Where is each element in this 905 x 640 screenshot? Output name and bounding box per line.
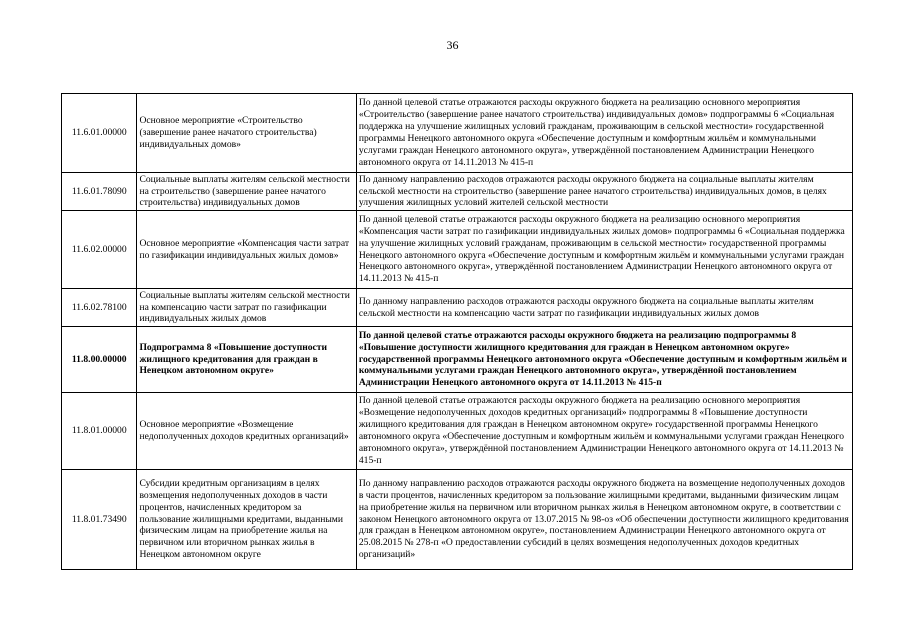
code-cell: 11.8.00.00000 [62,327,137,393]
table-row [62,393,853,470]
name-cell: Социальные выплаты жителям сельской местности на строительство (завершение ранее начатого строительства) индивидуальных домов [137,173,356,211]
description-cell: По данному направлению расходов отражаются расходы окружного бюджета на социальные выплаты жителям сельской местности на строительство (завершение ранее начатого строительства) индивидуальных домов, в целях улучшения жилищных условий жителей сельской местности [356,173,852,211]
table-row [62,211,853,289]
table-row [62,470,853,570]
description-cell: По данной целевой статье отражаются расходы окружного бюджета на реализацию основного мероприятия «Возмещение недополученных доходов кредитных организаций» подпрограммы 8 «Повышение доступности жилищного кредитования для граждан в Ненецком автономном округе» государственной программы Ненецкого автономного округа «Обеспечение доступным и комфортным жильём и коммунальными услугами граждан Ненецкого автономного округа», утверждённой постановлением Администрации Ненецкого автономного округа от 14.11.2013 № 415-п [356,393,852,470]
description-cell: По данному направлению расходов отражаются расходы окружного бюджета на возмещение недополученных доходов в части процентов, начисленных кредитором за пользование жилищными кредитами, выданными физическим лицам на приобретение жилья на первичном или вторичном рынках жилья в Ненецком автономном округе, в соответствии с законом Ненецкого автономного округа от 13.07.2015 № 98-оз «Об обеспечении доступности жилищного кредитования для граждан в Ненецком автономном округе», постановлением Администрации Ненецкого автономного округа от 25.08.2015 № 278-п «О предоставлении субсидий в целях возмещения недополученных доходов кредитных организаций» [356,470,852,570]
code-cell: 11.6.02.78100 [62,289,137,327]
code-cell: 11.6.01.00000 [62,94,137,173]
name-cell: Субсидии кредитным организациям в целях возмещения недополученных доходов в части процентов, начисленных кредитором за пользование жилищными кредитами, выданными физическим лицам на приобретение жилья на первичном или вторичном рынках жилья в Ненецком автономном округе [137,470,356,570]
code-cell: 11.6.01.78090 [62,173,137,211]
description-cell: По данному направлению расходов отражаются расходы окружного бюджета на социальные выплаты жителям сельской местности на компенсацию части затрат по газификации индивидуальных жилых домов [356,289,852,327]
description-cell: По данной целевой статье отражаются расходы окружного бюджета на реализацию подпрограммы 8 «Повышение доступности жилищного кредитования для граждан в Ненецком автономном округе» государственной программы Ненецкого автономного округа «Обеспечение доступным и комфортным жильём и коммунальными услугами граждан Ненецкого автономного округа», утверждённой постановлением Администрации Ненецкого автономного округа от 14.11.2013 № 415-п [356,327,852,393]
description-cell: По данной целевой статье отражаются расходы окружного бюджета на реализацию основного мероприятия «Строительство (завершение ранее начатого строительства) индивидуальных домов» подпрограммы 6 «Социальная поддержка на улучшение жилищных условий гражданам, проживающим в сельской местности» государственной программы Ненецкого автономного округа «Обеспечение доступным и комфортным жильём и коммунальными услугами граждан Ненецкого автономного округа», утверждённой постановлением Администрации Ненецкого автономного округа от 14.11.2013 № 415-п [356,94,852,173]
name-cell: Основное мероприятие «Строительство (завершение ранее начатого строительства) индивидуальных домов» [137,94,356,173]
table-row [62,173,853,211]
budget-classification-table [61,93,853,570]
table-row [62,289,853,327]
name-cell: Социальные выплаты жителям сельской местности на компенсацию части затрат по газификации индивидуальных жилых домов [137,289,356,327]
page-number: 36 [446,38,459,52]
table-row [62,327,853,393]
code-cell: 11.8.01.00000 [62,393,137,470]
name-cell: Основное мероприятие «Компенсация части затрат по газификации индивидуальных жилых домов» [137,211,356,289]
code-cell: 11.8.01.73490 [62,470,137,570]
name-cell: Подпрограмма 8 «Повышение доступности жилищного кредитования для граждан в Ненецком автономном округе» [137,327,356,393]
table-row [62,94,853,173]
name-cell: Основное мероприятие «Возмещение недополученных доходов кредитных организаций» [137,393,356,470]
description-cell: По данной целевой статье отражаются расходы окружного бюджета на реализацию основного мероприятия «Компенсация части затрат по газификации индивидуальных жилых домов» подпрограммы 6 «Социальная поддержка на улучшение жилищных условий гражданам, проживающим в сельской местности» государственной программы Ненецкого автономного округа «Обеспечение доступным и комфортным жильём и коммунальными услугами граждан Ненецкого автономного округа», утверждённой постановлением Администрации Ненецкого автономного округа от 14.11.2013 № 415-п [356,211,852,289]
code-cell: 11.6.02.00000 [62,211,137,289]
